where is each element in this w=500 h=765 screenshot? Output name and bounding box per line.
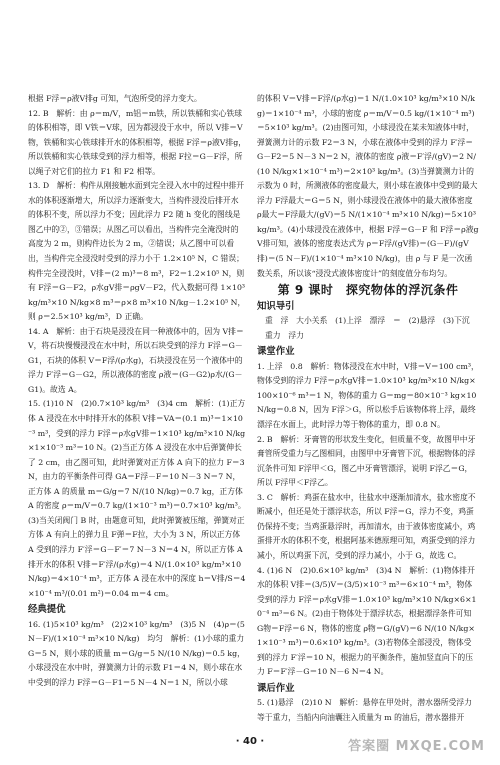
answer-1: 1. 上浮 0.8 解析：物体浸没在水中时，V排＝V＝100 cm³，物体受到的浮力 F浮＝ρ水gV排＝1.0×10³ kg/m³×10 N/kg×100×10⁻⁶ m³＝1 N，物体的重力 G＝mg＝80×10⁻³ kg×10 N/kg＝0.8 N，因为 F浮＞G，所以松手后该物体将上浮，最终漂浮在水面上，此时浮力等于物体的重力，即 0.8 N。 xyxy=(257,361,479,430)
section-heading-classic: 经典提优 xyxy=(28,604,66,616)
answer-16-continued: 的体积 V＝V排＝F浮/(ρ水g)＝1 N/(1.0×10³ kg/m³×10 N/kg)＝1×10⁻⁴ m³，小球的密度 ρ＝m/V＝0.5 kg/(1×10⁻⁴ m³)＝5×10³ kg/m³。(2)由图可知，小球浸没在某未知液体中时，弹簧测力计的示数 F2＝3 N，小球在液体中受到的浮力 F′浮＝G－F2＝5 N－3 N＝2 N，液体的密度 ρ液＝F′浮/(gV)＝2 N/(10 N/kg×1×10⁻⁴ m³)＝2×10³ kg/m³。(3)当弹簧测力计的示数为 0 时，所测液体的密度最大，则小球在液体中受到的最大浮力 F浮最大＝G＝5 N，则小球浸没在液体中的最大液体密度 ρ最大＝F浮最大/(gV)＝5 N/(1×10⁻⁴ m³×10 N/kg)＝5×10³ kg/m³。(4)小球浸没在液体中，根据 F浮＝G－F 和 F浮＝ρ液gV排可知，液体的密度表达式为 ρ＝F浮/(gV排)＝(G－F)/(gV排)＝(5 N－F)/(1×10⁻⁴ m³×10 N/kg)，由 ρ 与 F 是一次函数关系，所以该“浸没式液体密度计”的刻度值分布均匀。 xyxy=(257,94,479,278)
answer-15: 15. (1)10 N (2)0.7×10³ kg/m³ (3)4 cm 解析：(1)正方体 A 浸没在水中时排开水的体积 V排＝VA＝(0.1 m)³＝1×10⁻³ m³，受到的浮力 F浮＝ρ水gV排＝1×10³ kg/m³×10 N/kg×1×10⁻³ m³＝10 N。(2)当正方体 A 浸没在水中后弹簧伸长了 2 cm，由乙图可知，此时弹簧对正方体 A 向下的拉力 F＝3 N，由力的平衡条件可得 GA＝F浮－F＝10 N－3 N＝7 N，正方体 A 的质量 m＝G/g＝7 N/(10 N/kg)＝0.7 kg，正方体 A 的密度 ρ＝m/V＝0.7 kg/(1×10⁻³ m³)＝0.7×10³ kg/m³。(3)当关闭阀门 B 时，由题意可知，此时弹簧被压缩，弹簧对正方体 A 有向上的弹力且 F弹＝F拉，大小为 3 N，所以正方体 A 受到的浮力 F′浮＝G－F′＝7 N－3 N＝4 N，所以正方体 A 排开水的体积 V排＝F′浮/(ρ水g)＝4 N/(1.0×10³ kg/m³×10 N/kg)＝4×10⁻⁴ m³，正方体 A 浸在水中的深度 h＝V排/S＝4×10⁻⁴ m³/(0.01 m²)＝0.04 m＝4 cm。 xyxy=(28,399,246,598)
section-heading-classwork: 课堂作业 xyxy=(257,346,295,358)
section-heading-knowledge: 知识导引 xyxy=(257,300,295,312)
knowledge-answers: 重 浮 大小关系 (1)上浮 漂浮 ＝ (2)悬浮 (3)下沉 重力 浮力 xyxy=(265,316,478,340)
right-column xyxy=(257,92,479,726)
answer-14: 14. A 解析：由于石块是浸没在同一种液体中的，因为 V排＝V，将石块慢慢浸没在水中时，所以石块受到的浮力 F浮＝G－G1，石块的体积 V＝F浮/(ρ水g)，石块浸没在另一个液体中的浮力 F′浮＝G－G2，所以液体的密度 ρ液＝(G－G2)ρ水/(G－G1)。故选 A。 xyxy=(28,326,244,394)
answer-2: 2. B 解析：牙膏管的形状发生变化，但质量不变，故图甲中牙膏管所受重力与乙图相同，由图甲中牙膏管下沉，根据物体的浮沉条件可知 F浮甲＜G，图乙中牙膏管漂浮，说明 F浮乙＝G，所以 F浮甲＜F浮乙。 xyxy=(257,434,476,488)
answer-16: 16. (1)5×10³ kg/m³ (2)2×10³ kg/m³ (3)5 N (4)ρ＝(5 N－F)/(1×10⁻⁴ m³×10 N/kg) 均匀 解析：(1)小球的重力 G＝5 N，则小球的质量 m＝G/g＝5 N/(10 N/kg)＝0.5 kg，小球浸没在水中时，弹簧测力计的示数 F1＝4 N，则小球在水中受到的浮力 F浮＝G－F1＝5 N－4 N＝1 N，所以小球 xyxy=(28,619,245,687)
left-column xyxy=(28,92,246,690)
lesson-title: 第 9 课时 探究物体的浮沉条件 xyxy=(277,283,459,298)
section-heading-homework: 课后作业 xyxy=(257,682,295,694)
answer-3: 3. C 解析：鸡蛋在盐水中，往盐水中逐渐加清水，盐水密度不断减小，但还是处于漂浮状态，所以 F浮＝G，浮力不变，鸡蛋仍保持不变；当鸡蛋悬浮时，再加清水，由于液体密度减小，鸡蛋排开水的体积不变，根据阿基米德原理可知，鸡蛋受到的浮力减小，所以鸡蛋下沉，受到的浮力减小，小于 G，故选 C。 xyxy=(257,492,476,560)
answer-12: 12. B 解析：由 ρ＝m/V，m铝＝m铁，所以铁桶和实心铁球的体积相等，即 V铁＝V球，因为都浸没于水中，所以 V排＝V物，铁桶和实心铁球排开水的体积相等，根据 F浮＝ρ液V排g，所以铁桶和实心铁球受到的浮力相等，根据 F拉＝G－F浮，所以绳子对它们的拉力 F1 和 F2 相等。 xyxy=(28,108,247,176)
text-paragraph: 根据 F浮＝ρ液V排g 可知，气泡所受的浮力变大。 xyxy=(28,94,202,103)
page-number: · 40 · xyxy=(235,736,265,747)
answer-4: 4. (1)6 N (2)0.6×10³ kg/m³ (3)4 N 解析：(1)物体排开水的体积 V排＝(3/5)V＝(3/5)×10⁻³ m³＝6×10⁻⁴ m³，物体受到的浮力 F浮＝ρ水gV排＝1.0×10³ kg/m³×10 N/kg×6×10⁻⁴ m³＝6 N。(2)由于物体处于漂浮状态，根据漂浮条件可知 G物＝F浮＝6 N，物体的密度 ρ物＝G/(gV)＝6 N/(10 N/kg×1×10⁻³ m³)＝0.6×10³ kg/m³。(3)若物体全部浸没，物体受到的浮力 F′浮＝10 N，根据力的平衡条件，施加竖直向下的压力 F＝F′浮－G＝10 N－6 N＝4 N。 xyxy=(257,565,477,677)
answer-13: 13. D 解析：构件从刚接触水面到完全浸入水中的过程中排开水的体积逐渐增大，所以浮力逐渐变大，当构件浸没后排开水的体积不变，所以浮力不变；因此浮力 F2 随 h 变化的图线是图乙中的②，③错误；从图乙可以看出，当构件完全淹没时的高度为 2 m，则构件边长为 2 m，②错误；从乙图中可以看出，当构件完全浸没时受到的浮力小于 1.2×10⁵ N，C 错误；构件完全浸没时，V排＝(2 m)³＝8 m³，F2＝1.2×10⁵ N，则有 F浮＝G－F2，ρ水gV排＝ρgV－F2，代入数据可得 1×10³ kg/m³×10 N/kg×8 m³＝ρ×8 m³×10 N/kg－1.2×10⁵ N，则 ρ＝2.5×10³ kg/m³，D 正确。 xyxy=(28,181,246,322)
answer-5: 5. (1)悬浮 (2)10 N 解析：悬停在甲处时，潜水器所受浮力等于重力，当船内向油囊注入质量为 m 的油后，潜水器排开 xyxy=(257,698,472,722)
watermark-logo: 答案圈 MXQE.COM xyxy=(348,739,485,754)
